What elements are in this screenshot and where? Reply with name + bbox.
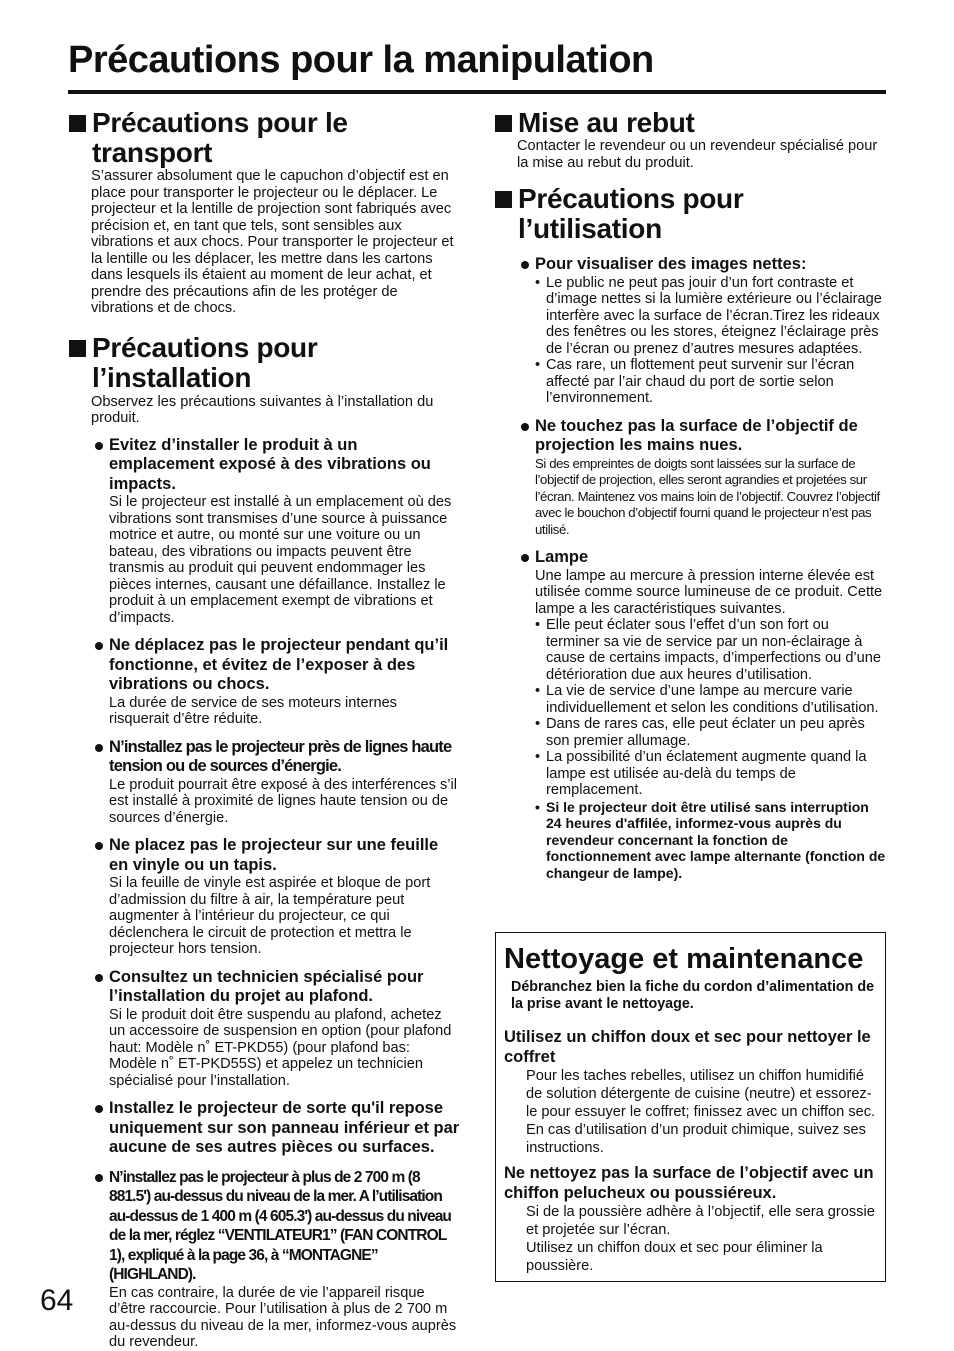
bullet-dot-icon [95, 744, 103, 752]
page-title: Précautions pour la manipulation [68, 39, 654, 81]
sub-bullet-list [535, 275, 886, 407]
usage-item [494, 255, 886, 407]
maintenance-box [495, 932, 886, 1282]
square-bullet-icon [495, 191, 512, 208]
maintenance-subtitle: Ne nettoyez pas la surface de l’objectif avec un chiffon pelucheux ou poussiéreux. [504, 1164, 874, 1202]
maintenance-text: Pour les taches rebelles, utilisez un chiffon humidifié de solution détergente de cuisine (neutre) et essorez-le pour essuyer le coffret; finissez avec un chiffon sec. En cas d’utilisation d’un produit chimique, suivez ses instructions. [526, 1068, 876, 1156]
installation-item [68, 836, 461, 958]
installation-item [68, 1099, 461, 1158]
usage-section [494, 184, 886, 881]
usage-heading: Précautions pour l’utilisation [494, 184, 886, 244]
installation-heading: Précautions pour l’installation [68, 333, 461, 393]
disposal-text: Contacter le revendeur ou un revendeur spécialisé pour la mise au rebut du produit. [517, 138, 878, 171]
square-bullet-icon [69, 340, 86, 357]
bullet-dot-icon [95, 974, 103, 982]
installation-item [68, 636, 461, 728]
transport-text: S’assurer absolument que le capuchon d’objectif est en place pour transporter le projecteur ou le déplacer. Le projecteur et la lentille de projection sont fabriqués avec précision et, en tant que tels, sont sensibles aux vibrations et aux chocs. Pour transporter le projecteur et la lentille ou les déplacer, les mettre dans les cartons dans lesquels ils étaient au moment de leur achat, et prendre des précautions afin de les protéger de vibrations et de chocs. [91, 168, 454, 316]
maintenance-content [504, 979, 879, 1275]
usage-item [494, 417, 886, 539]
item-title: N’installez pas le projecteur à plus de 2 700 m (8 881.5') au-dessus du niveau de la mer. A l’utilisation au-dessus de 1 400 m (4 605.3') au-dessus du niveau de la mer, réglez “VENTILATEUR1” (FAN CONTROL 1), expliqué à la page 36, à “MONTAGNE” (HIGHLAND). [109, 1168, 452, 1283]
installation-item [68, 436, 461, 627]
item-text: Le produit pourrait être exposé à des interférences s’il est installé à proximité de lignes haute tension ou de sources d’énergie. [109, 776, 458, 826]
sub-bullet: • La vie de service d’une lampe au mercure varie individuellement et selon les conditions d’utilisation. [535, 683, 879, 716]
item-title: Evitez d’installer le produit à un emplacement exposé à des vibrations ou impacts. [109, 435, 431, 493]
sub-bullet-bold: • Si le projecteur doit être utilisé sans interruption 24 heures d'affilée, informez-vous auprès du revendeur concernant la fonction de fonctionnement avec lampe alternante (fonction de changeur de lampe). [535, 798, 886, 881]
item-text: Si des empreintes de doigts sont laissées sur la surface de l’objectif de projection, elles seront agrandies et projetées sur l’écran. Maintenez vos mains loin de l’objectif. Couvrez l’objectif avec le bouchon d’objectif fourni quand le projecteur n’est pas utilisé. [535, 455, 880, 537]
installation-item [68, 738, 461, 827]
installation-intro: Observez les précautions suivantes à l’installation du produit. [91, 393, 434, 426]
item-text: La durée de service de ses moteurs internes risquerait d’être réduite. [109, 694, 397, 727]
title-rule [68, 90, 886, 94]
sub-bullet: • Cas rare, un flottement peut survenir sur l’écran affecté par l’air chaud du port de sortie selon l’environnement. [535, 357, 855, 406]
disposal-section [494, 108, 886, 171]
bullet-dot-icon [521, 554, 529, 562]
item-text: Si le produit doit être suspendu au plafond, achetez un accessoire de suspension en option (pour plafond haut: Modèle n˚ ET-PKD55) (pour plafond bas: Modèle n˚ ET-PKD55S) et appelez un technicien spécialisé pour l’installation. [109, 1006, 452, 1089]
item-title: Installez le projecteur de sorte qu'il repose uniquement sur son panneau inférieur et par aucune de ses autres pièces ou surfaces. [109, 1099, 460, 1156]
bullet-dot-icon [95, 442, 103, 450]
maintenance-text: Utilisez un chiffon doux et sec pour éliminer la poussière. [526, 1240, 823, 1274]
maintenance-warning: Débranchez bien la fiche du cordon d’alimentation de la prise avant le nettoyage. [511, 979, 875, 1012]
bullet-dot-icon [521, 261, 529, 269]
square-bullet-icon [69, 115, 86, 132]
left-column [68, 108, 461, 1351]
item-text: Si la feuille de vinyle est aspirée et bloque de port d’admission du filtre à air, la température peut augmenter à l’intérieur du projecteur, ce qui déclenchera le circuit de protection et mettra le projecteur hors tension. [109, 875, 431, 957]
sub-bullet: • Le public ne peut pas jouir d’un fort contraste et d’image nettes si la lumière extérieure ou l’éclairage interfère avec la surface de l’écran.Tirez les rideaux des fenêtres ou les stores, éteignez l’éclairage près de l’écran ou prenez d’autres mesures adaptées. [535, 274, 882, 357]
disposal-heading: Mise au rebut [494, 108, 886, 138]
bullet-dot-icon [95, 1105, 103, 1113]
item-title: Pour visualiser des images nettes: [535, 255, 807, 273]
bullet-dot-icon [521, 423, 529, 431]
item-title: Ne déplacez pas le projecteur pendant qu’il fonctionne, et évitez de l’exposer à des vibrations ou chocs. [109, 636, 449, 693]
bullet-dot-icon [95, 642, 103, 650]
item-title: Ne placez pas le projecteur sur une feuille en vinyle ou un tapis. [109, 836, 439, 874]
item-title: Consultez un technicien spécialisé pour l’installation du projet au plafond. [109, 967, 424, 1005]
sub-bullet: • La possibilité d’un éclatement augmente quand la lampe est utilisée au-delà du temps de remplacement. [535, 749, 867, 798]
right-column [494, 108, 886, 881]
maintenance-subtitle: Utilisez un chiffon doux et sec pour nettoyer le coffret [504, 1028, 871, 1066]
square-bullet-icon [495, 115, 512, 132]
bullet-dot-icon [95, 842, 103, 850]
installation-section [68, 333, 461, 1351]
item-text: Si le projecteur est installé à un emplacement où des vibrations sont transmises d’une source à puissance motrice et autre, ou monté sur une voiture ou un bateau, des vibrations ou impacts peuvent être transmis au produit qui peuvent endommager les pièces internes, causant une défaillance. Installez le produit à un emplacement exempt de vibrations et d’impacts. [109, 494, 452, 626]
sub-bullet: • Dans de rares cas, elle peut éclater un peu après son premier allumage. [535, 716, 865, 749]
item-title: Ne touchez pas la surface de l’objectif de projection les mains nues. [535, 416, 858, 454]
installation-item [68, 968, 461, 1090]
sub-bullet: • Elle peut éclater sous l’effet d’un son fort ou terminer sa vie de service par un non-éclairage à cause de certains impacts, d’imperfections ou d’une détérioration due aux heures d’utilisation. [535, 617, 882, 683]
item-text: Une lampe au mercure à pression interne élevée est utilisée comme source lumineuse de ce produit. Cette lampe a les caractéristiques suivantes. [535, 567, 883, 617]
maintenance-heading: Nettoyage et maintenance [504, 943, 864, 975]
installation-item [68, 1168, 461, 1351]
maintenance-text: Si de la poussière adhère à l’objectif, elle sera grossie et projetée sur l’écran. [526, 1204, 875, 1238]
transport-heading: Précautions pour le transport [68, 108, 461, 168]
transport-section [68, 108, 461, 317]
item-title: N’installez pas le projecteur près de lignes haute tension ou de sources d’énergie. [109, 737, 452, 775]
page-number: 64 [40, 1284, 74, 1317]
sub-bullet-list [535, 617, 886, 881]
item-text: En cas contraire, la durée de vie l’appareil risque d’être raccourcie. Pour l’utilisation à plus de 2 700 m au-dessus du niveau de la mer, informez-vous auprès du revendeur. [109, 1284, 457, 1350]
usage-item [494, 548, 886, 881]
item-title: Lampe [535, 548, 589, 566]
bullet-dot-icon [95, 1174, 103, 1182]
